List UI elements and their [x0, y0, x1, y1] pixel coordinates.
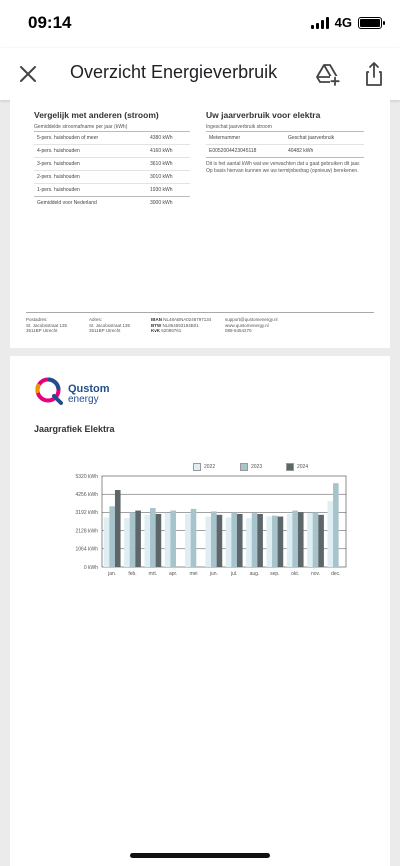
- x-tick-label: feb.: [128, 571, 137, 577]
- bar-2023-dec: [333, 483, 339, 567]
- footer-contact: [225, 317, 278, 334]
- bar-2023-mei: [191, 509, 197, 567]
- y-tick-label: 4256 kWh: [75, 492, 98, 498]
- share-button[interactable]: [360, 60, 388, 88]
- compare-average-label: Gemiddeld voor Nederland: [37, 200, 97, 206]
- x-tick-label: mrt.: [148, 571, 158, 577]
- bar-2023-okt: [292, 511, 298, 567]
- x-tick-label: okt.: [291, 571, 300, 577]
- compare-row-label: 4-pers. huishouden: [37, 148, 80, 154]
- bar-2022-jan: [104, 517, 110, 567]
- bar-2022-okt: [287, 514, 293, 567]
- bar-2024-jul: [237, 514, 243, 567]
- usage-section-subtitle: Ingeschat jaarverbruik stroom: [206, 124, 272, 130]
- usage-header-estimate: Geschat jaarverbruik: [288, 135, 335, 141]
- bar-2022-jun: [205, 517, 211, 567]
- bar-2024-sep: [278, 517, 284, 567]
- signal-strength-icon: [311, 17, 329, 29]
- x-tick-label: nov.: [310, 571, 321, 577]
- bar-2023-jun: [211, 511, 217, 567]
- bar-2022-dec: [327, 501, 333, 567]
- footer-bank: IBAN NL48ABNA0246797134 BTW NL854593184B01 KvK 62089761: [151, 317, 212, 333]
- usage-meter-number: E0052004423045118: [209, 148, 257, 154]
- yearly-electricity-chart: [10, 356, 390, 860]
- compare-table-rule: [34, 131, 190, 132]
- usage-note: Dit is het aantal kWh wat we verwachten dat u gaat gebruiken dit jaar. Op basis hiervan kunnen we uw termijnbedrag (opnieuw) berekenen.: [206, 161, 361, 174]
- footer-website[interactable]: www.qustomenergy.nl: [225, 322, 269, 328]
- bar-2024-jun: [217, 515, 223, 567]
- compare-average-value: 3000 kWh: [150, 200, 173, 206]
- share-icon: [360, 60, 388, 88]
- add-to-drive-button[interactable]: [313, 60, 341, 88]
- usage-header-meter: Meternummer: [209, 135, 241, 141]
- battery-icon: [358, 17, 382, 29]
- legend-item-2022: 2022: [193, 462, 215, 472]
- compare-section-title: Vergelijk met anderen (stroom): [34, 110, 159, 120]
- x-tick-label: mei: [189, 571, 198, 577]
- compare-row-value: 3610 kWh: [150, 161, 173, 167]
- bar-2022-jul: [226, 517, 232, 567]
- footer-postal: Postadres: St. Jacobsstraat 135 3511BP Utrecht: [26, 317, 68, 333]
- x-tick-label: apr.: [168, 571, 178, 577]
- bar-2022-mei: [185, 514, 191, 567]
- bar-2023-aug: [252, 513, 258, 567]
- bar-2022-sep: [266, 517, 272, 567]
- bar-2023-nov: [313, 512, 319, 567]
- network-type: 4G: [334, 15, 352, 30]
- x-tick-label: aug.: [249, 571, 260, 577]
- x-tick-label: jan.: [108, 571, 117, 577]
- status-bar: [0, 0, 400, 48]
- x-tick-label: sep.: [270, 571, 280, 577]
- bar-2022-aug: [246, 518, 252, 567]
- document-page-1: [10, 100, 390, 348]
- bar-2024-nov: [318, 515, 324, 567]
- bar-2023-jul: [231, 512, 237, 567]
- compare-row-label: 5-pers. huishouden of meer: [37, 135, 99, 141]
- close-icon: [14, 60, 42, 88]
- brand-name: Qustom: [68, 383, 110, 395]
- compare-row-label: 1-pers. huishouden: [37, 187, 80, 193]
- footer-phone[interactable]: 088-5454270: [225, 328, 252, 333]
- home-indicator: [130, 853, 270, 858]
- compare-row-label: 2-pers. huishouden: [37, 174, 80, 180]
- bar-2024-aug: [257, 514, 263, 567]
- legend-item-2023: 2023: [240, 462, 262, 472]
- chart-title: Jaargrafiek Elektra: [34, 424, 115, 434]
- y-tick-label: 1064 kWh: [75, 546, 98, 553]
- bar-2022-mrt: [144, 515, 150, 567]
- app-header: [0, 48, 400, 100]
- compare-row-value: 3010 kWh: [150, 174, 173, 180]
- footer-rule: [26, 312, 374, 313]
- bar-2022-feb: [124, 518, 130, 567]
- document-title: Overzicht Energieverbruik: [70, 62, 278, 82]
- y-tick-label: 5320 kWh: [75, 473, 98, 480]
- bar-2022-nov: [307, 513, 313, 567]
- bar-2024-jan: [115, 490, 121, 567]
- usage-estimate-value: 40482 kWh: [288, 148, 314, 154]
- bar-2023-feb: [130, 512, 136, 567]
- bar-2024-okt: [298, 512, 304, 567]
- bar-2023-mrt: [150, 508, 156, 567]
- bar-2022-apr: [165, 513, 171, 567]
- y-tick-label: 2128 kWh: [75, 528, 98, 535]
- bar-2023-sep: [272, 516, 278, 567]
- y-tick-label: 0 kWh: [83, 564, 98, 571]
- compare-row-label: 3-pers. huishouden: [37, 161, 80, 167]
- footer-email[interactable]: support@qustomenergy.nl: [225, 317, 278, 322]
- x-tick-label: jun.: [209, 571, 218, 577]
- footer-address: Adres: St. Jacobsstraat 135 3511BP Utrecht: [89, 317, 131, 333]
- brand-sub: energy: [68, 394, 99, 405]
- compare-row-value: 1930 kWh: [150, 187, 173, 193]
- legend-item-2024: 2024: [286, 462, 308, 472]
- bar-2023-jan: [109, 506, 115, 567]
- close-button[interactable]: [14, 60, 42, 88]
- x-tick-label: dec.: [331, 571, 341, 577]
- y-tick-label: 3192 kWh: [75, 510, 98, 517]
- document-page-3: [10, 860, 390, 866]
- compare-row-value: 4160 kWh: [150, 148, 173, 154]
- compare-section-subtitle: Gemiddelde stroomafname per jaar (kWh): [34, 124, 128, 130]
- status-time: 09:14: [28, 13, 72, 32]
- document-page-2: [10, 356, 390, 860]
- bar-2024-feb: [135, 511, 141, 567]
- status-indicators: [311, 15, 382, 30]
- x-tick-label: jul.: [230, 571, 238, 577]
- compare-row-value: 4380 kWh: [150, 135, 173, 141]
- bar-2023-apr: [170, 511, 176, 567]
- bar-2024-mrt: [156, 514, 162, 567]
- add-to-drive-icon: [313, 60, 341, 88]
- usage-section-title: Uw jaarverbruik voor elektra: [206, 110, 321, 120]
